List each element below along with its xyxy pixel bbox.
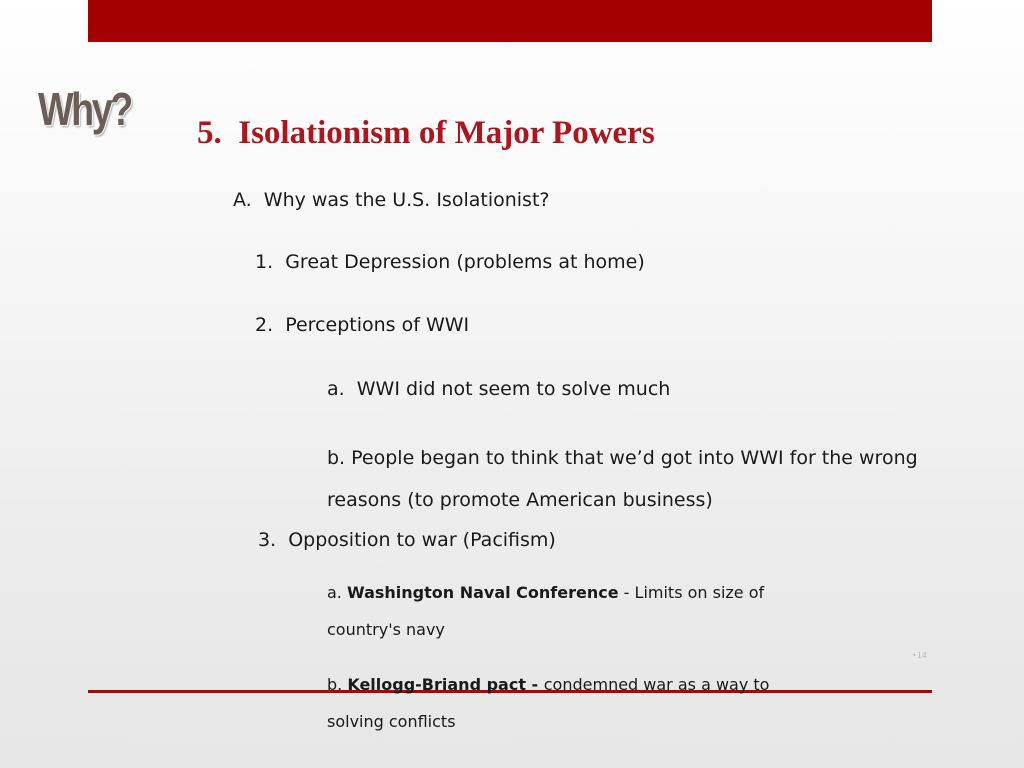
point-3a [327, 574, 797, 648]
washington-naval-conference-label: Washington Naval Conference [346, 583, 619, 602]
point-2: 2. Perceptions of WWI [255, 314, 470, 336]
point-3b-prefix: b. [327, 675, 348, 694]
point-3b [327, 666, 797, 740]
point-3b-text: condemned war as a way to solving conflicts [327, 675, 770, 731]
point-a: A. Why was the U.S. Isolationist? [233, 189, 550, 211]
point-3a-prefix: a. [327, 583, 347, 602]
why-heading: Why? [38, 83, 131, 135]
point-2b: b. People began to think that we’d got into WWI for the wrong reasons (to promote American business) [327, 447, 918, 511]
point-1: 1. Great Depression (problems at home) [255, 251, 645, 273]
slide-title: 5. Isolationism of Major Powers [197, 115, 655, 151]
slide-number: •14 [912, 651, 927, 660]
kellogg-briand-label: Kellogg-Briand pact - [347, 675, 544, 694]
top-accent-bar [88, 0, 932, 42]
point-2a: a. WWI did not seem to solve much [327, 378, 671, 400]
point-3: 3. Opposition to war (Pacifism) [258, 529, 556, 551]
point-3a-text: - Limits on size of country's navy [327, 583, 765, 639]
